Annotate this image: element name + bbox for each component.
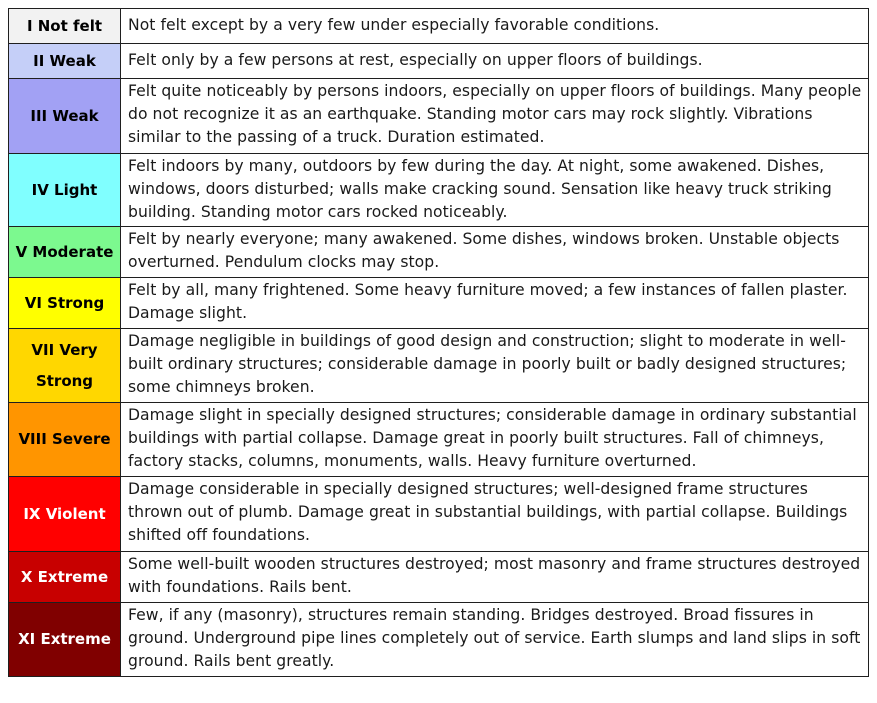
intensity-level: X Extreme (9, 552, 121, 603)
intensity-scale-table (8, 8, 869, 677)
table-row (9, 154, 869, 227)
table-row (9, 603, 869, 677)
intensity-level: III Weak (9, 79, 121, 154)
table-row (9, 477, 869, 552)
intensity-description: Felt only by a few persons at rest, especially on upper floors of buildings. (121, 44, 869, 79)
table-row (9, 552, 869, 603)
intensity-description: Felt indoors by many, outdoors by few during the day. At night, some awakened. Dishes, windows, doors disturbed; walls make cracking sound. Sensation like heavy truck striking building. Standing motor cars rocked noticeably. (121, 154, 869, 227)
intensity-level: I Not felt (9, 9, 121, 44)
intensity-description: Damage slight in specially designed structures; considerable damage in ordinary substantial buildings with partial collapse. Damage great in poorly built structures. Fall of chimneys, factory stacks, columns, monuments, walls. Heavy furniture overturned. (121, 403, 869, 477)
intensity-description: Few, if any (masonry), structures remain standing. Bridges destroyed. Broad fissures in ground. Underground pipe lines completely out of service. Earth slumps and land slips in soft ground. Rails bent greatly. (121, 603, 869, 677)
table-row (9, 329, 869, 403)
table-row (9, 227, 869, 278)
intensity-level: XI Extreme (9, 603, 121, 677)
intensity-description: Damage considerable in specially designed structures; well-designed frame structures thrown out of plumb. Damage great in substantial buildings, with partial collapse. Buildings shifted off foundations. (121, 477, 869, 552)
intensity-level: IX Violent (9, 477, 121, 552)
intensity-level: VII Very Strong (9, 329, 121, 403)
intensity-description: Felt quite noticeably by persons indoors, especially on upper floors of buildings. Many people do not recognize it as an earthquake. Standing motor cars may rock slightly. Vibrations similar to the passing of a truck. Duration estimated. (121, 79, 869, 154)
table-row (9, 9, 869, 44)
intensity-description: Felt by nearly everyone; many awakened. Some dishes, windows broken. Unstable objects overturned. Pendulum clocks may stop. (121, 227, 869, 278)
intensity-level: VIII Severe (9, 403, 121, 477)
intensity-level: IV Light (9, 154, 121, 227)
intensity-description: Damage negligible in buildings of good design and construction; slight to moderate in well-built ordinary structures; considerable damage in poorly built or badly designed structures; some chimneys broken. (121, 329, 869, 403)
table-row (9, 278, 869, 329)
intensity-level: II Weak (9, 44, 121, 79)
intensity-level: V Moderate (9, 227, 121, 278)
intensity-description: Not felt except by a very few under especially favorable conditions. (121, 9, 869, 44)
table-row (9, 79, 869, 154)
intensity-level: VI Strong (9, 278, 121, 329)
intensity-description: Some well-built wooden structures destroyed; most masonry and frame structures destroyed with foundations. Rails bent. (121, 552, 869, 603)
table-row (9, 403, 869, 477)
table-row (9, 44, 869, 79)
intensity-description: Felt by all, many frightened. Some heavy furniture moved; a few instances of fallen plaster. Damage slight. (121, 278, 869, 329)
